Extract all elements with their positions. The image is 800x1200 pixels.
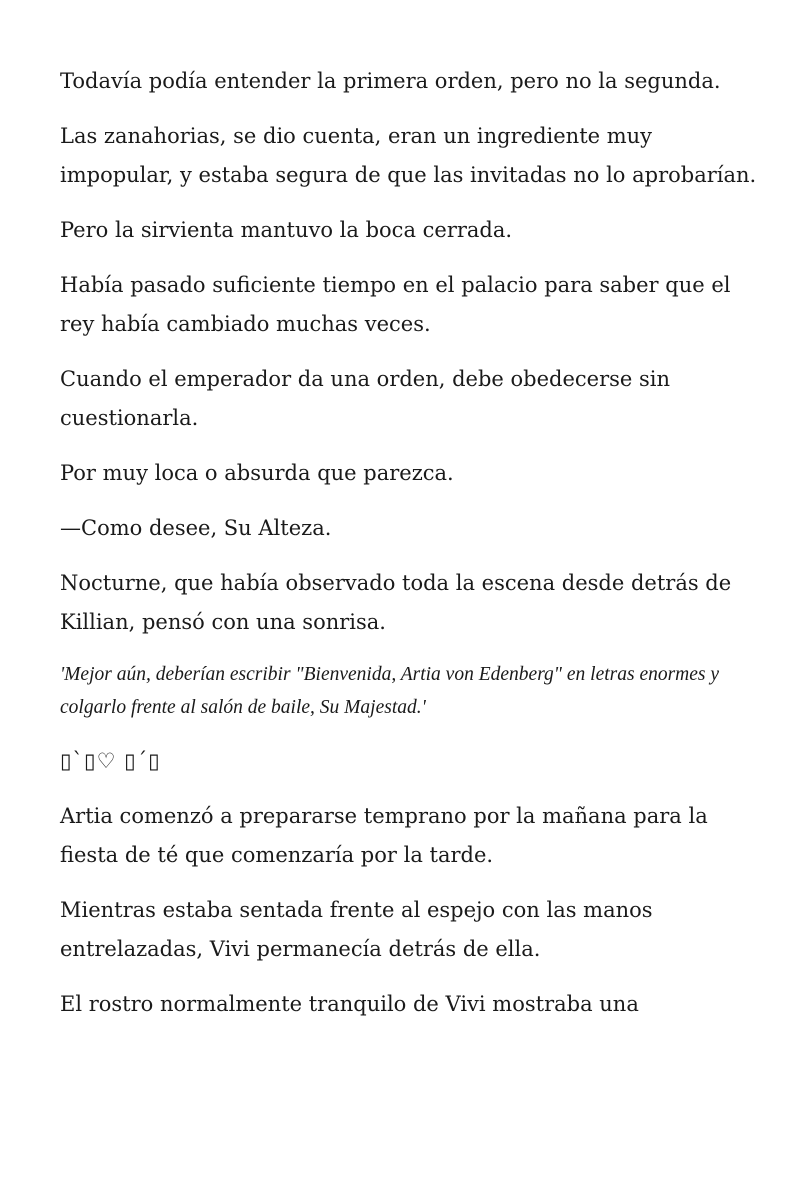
paragraph: Cuando el emperador da una orden, debe obedecerse sin cuestionarla. <box>60 367 671 430</box>
paragraph: Artia comenzó a prepararse temprano por la mañana para la fiesta de té que comenzaría por la tarde. <box>60 804 708 867</box>
scene-divider: ▯`▯♡ ▯´▯ <box>60 749 161 773</box>
paragraph: —Como desee, Su Alteza. <box>60 516 332 540</box>
paragraph: Había pasado suficiente tiempo en el palacio para saber que el rey había cambiado muchas veces. <box>60 273 731 336</box>
paragraph: Mientras estaba sentada frente al espejo con las manos entrelazadas, Vivi permanecía detrás de ella. <box>60 898 653 961</box>
paragraph: Todavía podía entender la primera orden, pero no la segunda. <box>60 69 721 93</box>
paragraph: Por muy loca o absurda que parezca. <box>60 461 454 485</box>
page-text <box>60 62 760 1040</box>
paragraph: El rostro normalmente tranquilo de Vivi mostraba una <box>60 992 639 1016</box>
paragraph: Nocturne, que había observado toda la escena desde detrás de Killian, pensó con una sonrisa. <box>60 571 732 634</box>
paragraph: Pero la sirvienta mantuvo la boca cerrada. <box>60 218 513 242</box>
paragraph: Las zanahorias, se dio cuenta, eran un ingrediente muy impopular, y estaba segura de que las invitadas no lo aprobarían. <box>60 124 757 187</box>
italic-thought-paragraph: 'Mejor aún, deberían escribir "Bienvenida, Artia von Edenberg" en letras enormes y colgarlo frente al salón de baile, Su Majestad.' <box>60 664 720 718</box>
